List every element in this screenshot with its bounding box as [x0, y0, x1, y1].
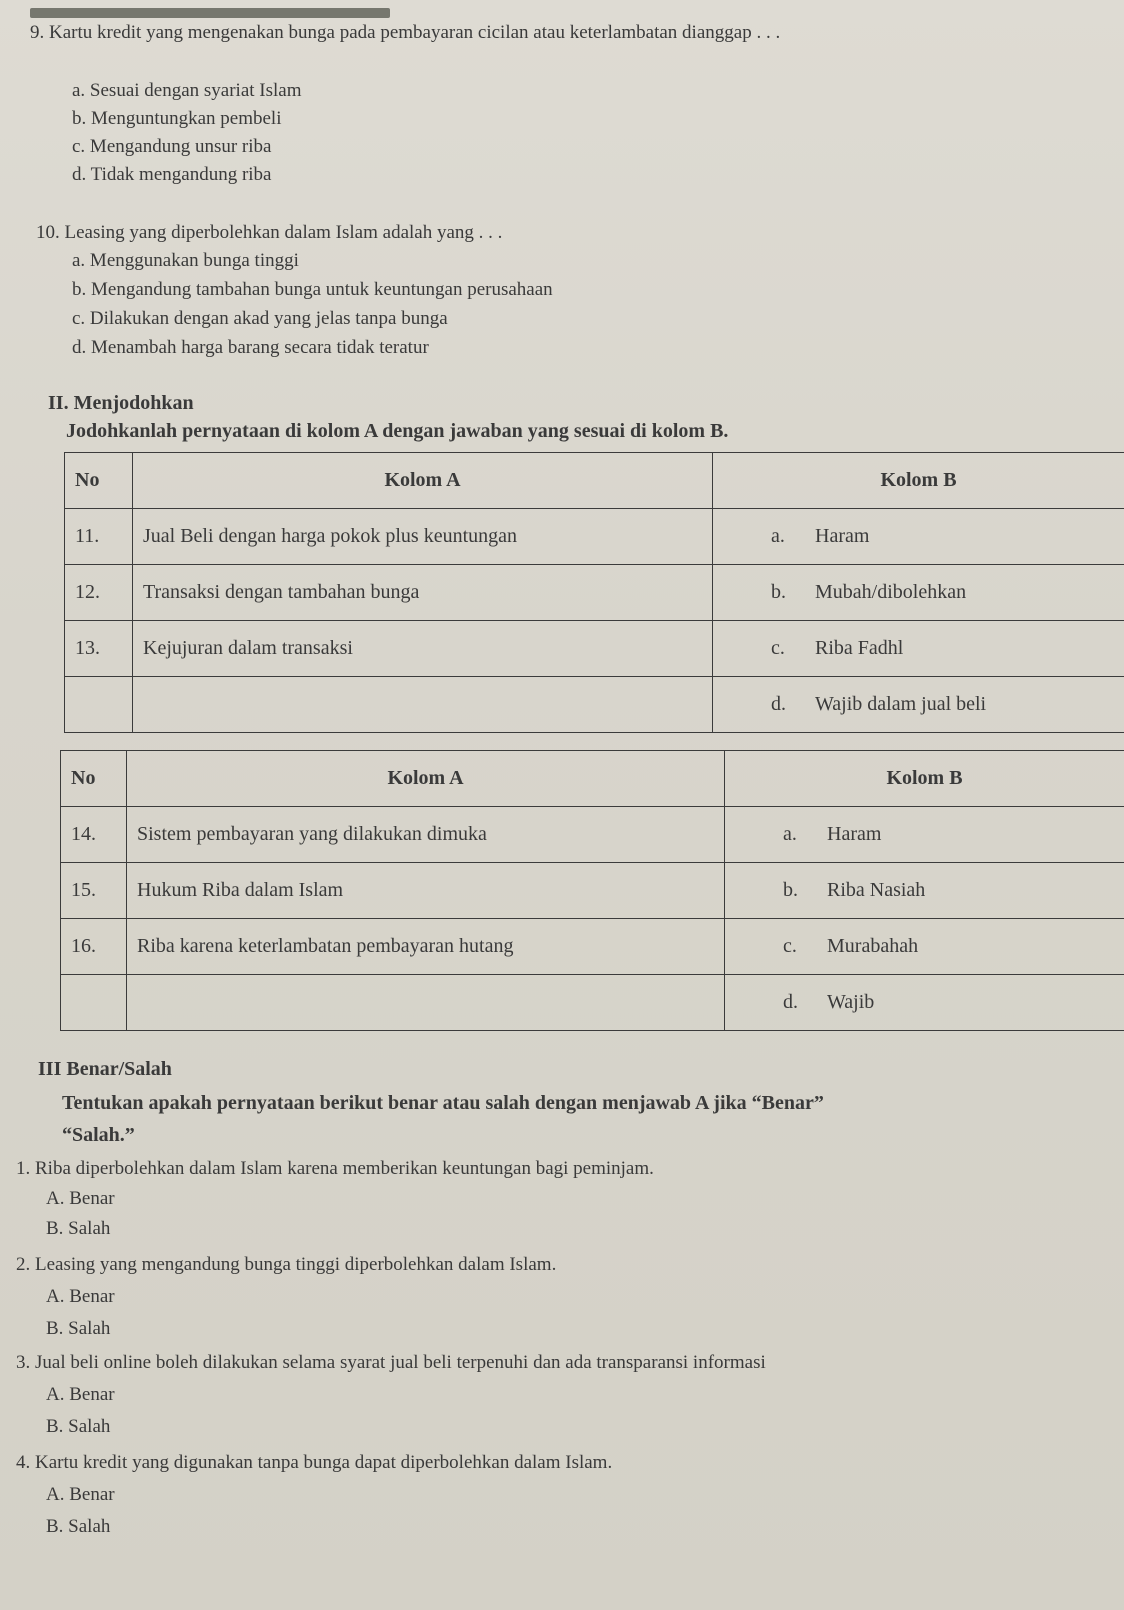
answer-letter: b. [771, 581, 786, 603]
row-statement: Riba karena keterlambatan pembayaran hutang [127, 919, 725, 975]
row-number: 13. [65, 621, 133, 677]
row-statement [127, 975, 725, 1031]
row-number: 11. [65, 509, 133, 565]
answer-text: Riba Fadhl [815, 637, 904, 659]
row-number: 16. [61, 919, 127, 975]
answer-letter: a. [771, 525, 785, 547]
table-row [61, 863, 1124, 919]
row-number: 15. [61, 863, 127, 919]
row-answer [713, 677, 1124, 733]
row-number: 12. [65, 565, 133, 621]
answer-text: Haram [827, 823, 882, 845]
table-row [61, 919, 1124, 975]
answer-text: Murabahah [827, 935, 919, 957]
section-3-instruction: Tentukan apakah pernyataan berikut benar atau salah dengan menjawab A jika “Benar” [62, 1092, 824, 1114]
q10-option-b: b. Mengandung tambahan bunga untuk keuntungan perusahaan [72, 279, 553, 300]
answer-text: Haram [815, 525, 870, 547]
q9-option-c: c. Mengandung unsur riba [72, 136, 272, 157]
table-row [65, 565, 1124, 621]
table-header-row [65, 453, 1124, 509]
tf3-option-a: A. Benar [46, 1384, 115, 1405]
row-number [65, 677, 133, 733]
row-statement: Hukum Riba dalam Islam [127, 863, 725, 919]
row-statement: Jual Beli dengan harga pokok plus keuntungan [133, 509, 713, 565]
row-answer [725, 807, 1124, 863]
top-edge-strip [30, 8, 390, 18]
q10-option-a: a. Menggunakan bunga tinggi [72, 250, 299, 271]
section-3-title: III Benar/Salah [38, 1058, 172, 1080]
tf1-option-a: A. Benar [46, 1188, 115, 1209]
row-answer [725, 975, 1124, 1031]
header-no: No [65, 453, 133, 509]
answer-text: Wajib [827, 991, 875, 1013]
table-row [65, 677, 1124, 733]
header-no: No [61, 751, 127, 807]
tf4-option-b: B. Salah [46, 1516, 111, 1537]
question-10: 10. Leasing yang diperbolehkan dalam Islam adalah yang . . . [36, 222, 503, 243]
answer-letter: d. [783, 991, 798, 1013]
row-statement: Kejujuran dalam transaksi [133, 621, 713, 677]
answer-text: Riba Nasiah [827, 879, 926, 901]
tf2-option-a: A. Benar [46, 1286, 115, 1307]
table-header-row [61, 751, 1124, 807]
q9-option-a: a. Sesuai dengan syariat Islam [72, 80, 302, 101]
section-2-instruction: Jodohkanlah pernyataan di kolom A dengan jawaban yang sesuai di kolom B. [66, 420, 729, 442]
answer-letter: c. [771, 637, 785, 659]
row-statement [133, 677, 713, 733]
answer-letter: a. [783, 823, 797, 845]
tf-question-2: 2. Leasing yang mengandung bunga tinggi diperbolehkan dalam Islam. [16, 1254, 557, 1275]
q9-option-d: d. Tidak mengandung riba [72, 164, 272, 185]
row-number: 14. [61, 807, 127, 863]
row-answer [713, 621, 1124, 677]
matching-table-1 [64, 452, 1124, 733]
header-kolom-b: Kolom B [713, 453, 1124, 509]
header-kolom-a: Kolom A [133, 453, 713, 509]
row-answer [713, 509, 1124, 565]
matching-table-2 [60, 750, 1124, 1031]
table-row [65, 509, 1124, 565]
table-row [65, 621, 1124, 677]
answer-text: Mubah/dibolehkan [815, 581, 967, 603]
tf4-option-a: A. Benar [46, 1484, 115, 1505]
tf-question-3: 3. Jual beli online boleh dilakukan selama syarat jual beli terpenuhi dan ada transparansi informasi [16, 1352, 766, 1373]
row-statement: Sistem pembayaran yang dilakukan dimuka [127, 807, 725, 863]
row-statement: Transaksi dengan tambahan bunga [133, 565, 713, 621]
row-number [61, 975, 127, 1031]
tf-question-1: 1. Riba diperbolehkan dalam Islam karena memberikan keuntungan bagi peminjam. [16, 1158, 654, 1179]
section-2-title: II. Menjodohkan [48, 392, 194, 414]
q10-option-c: c. Dilakukan dengan akad yang jelas tanpa bunga [72, 308, 448, 329]
tf2-option-b: B. Salah [46, 1318, 111, 1339]
answer-letter: b. [783, 879, 798, 901]
section-3-instruction-cont: “Salah.” [62, 1124, 135, 1146]
q9-option-b: b. Menguntungkan pembeli [72, 108, 282, 129]
row-answer [725, 863, 1124, 919]
answer-letter: d. [771, 693, 786, 715]
tf1-option-b: B. Salah [46, 1218, 111, 1239]
tf3-option-b: B. Salah [46, 1416, 111, 1437]
question-9: 9. Kartu kredit yang mengenakan bunga pada pembayaran cicilan atau keterlambatan dianggap . . . [30, 22, 781, 43]
answer-text: Wajib dalam jual beli [815, 693, 987, 715]
table-row [61, 975, 1124, 1031]
tf-question-4: 4. Kartu kredit yang digunakan tanpa bunga dapat diperbolehkan dalam Islam. [16, 1452, 613, 1473]
header-kolom-a: Kolom A [127, 751, 725, 807]
answer-letter: c. [783, 935, 797, 957]
table-row [61, 807, 1124, 863]
q10-option-d: d. Menambah harga barang secara tidak teratur [72, 337, 429, 358]
header-kolom-b: Kolom B [725, 751, 1124, 807]
row-answer [725, 919, 1124, 975]
row-answer [713, 565, 1124, 621]
